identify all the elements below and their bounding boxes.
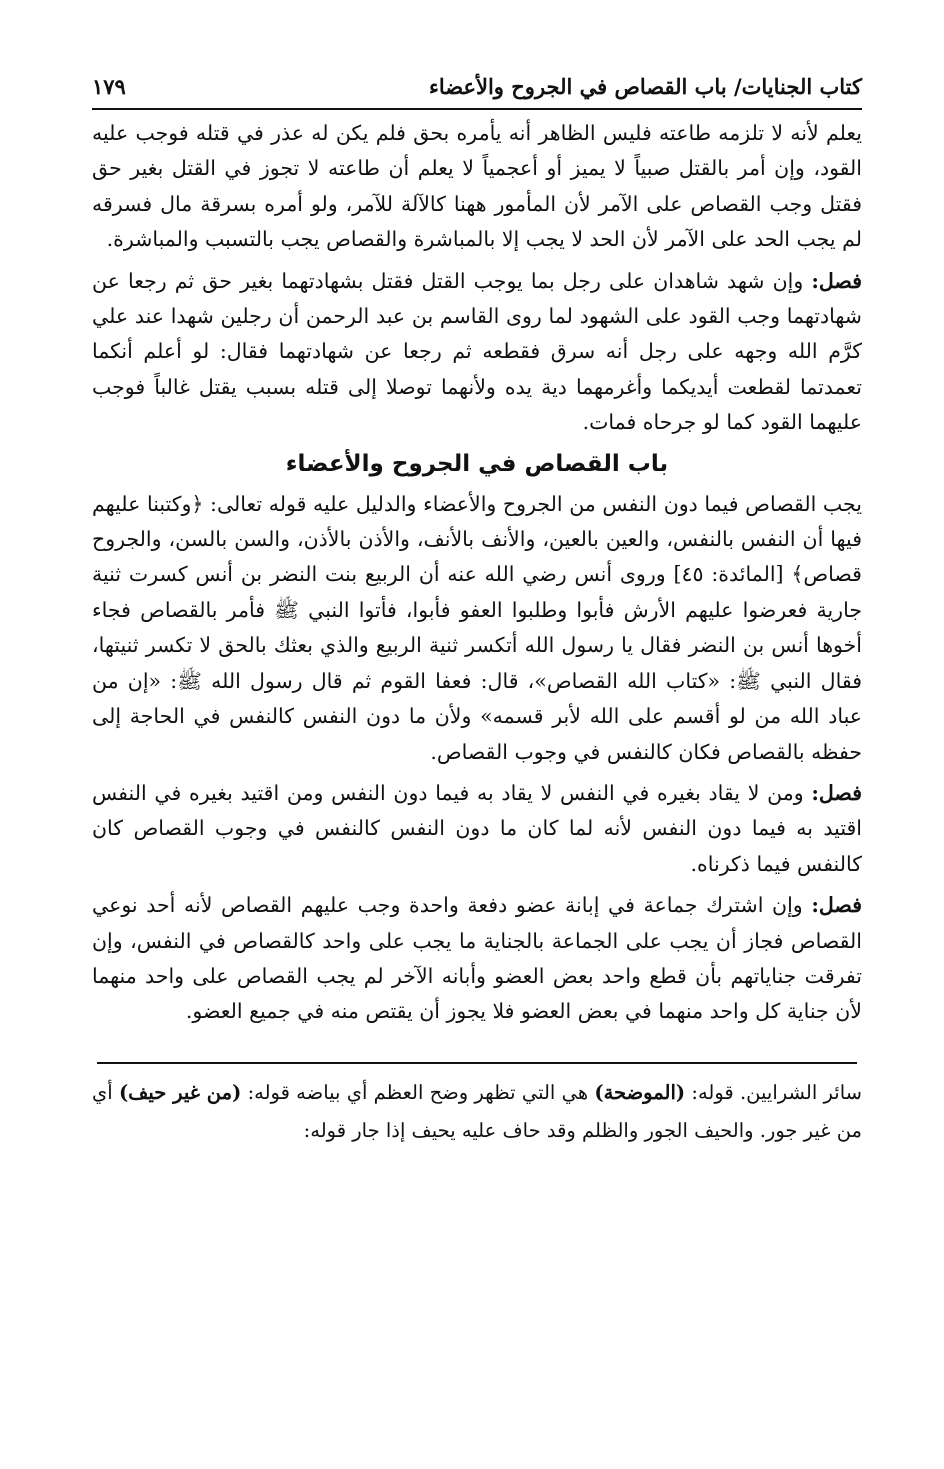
paragraph-qisas-limbs: يجب القصاص فيما دون النفس من الجروح والأعضاء والدليل عليه قوله تعالى: ﴿وكتبنا عليهم فيها أن النفس بالنفس، والعين بالعين، والأنف بالأنف، والأذن بالأذن، والسن بالسن، والجروح قصاص﴾ [المائدة: ٤٥] وروى أنس رضي الله عنه أن الربيع بنت النضر بن أنس كسرت ثنية جارية فعرضوا عليهم الأرش فأبوا وطلبوا العفو فأبوا، فأتوا النبي ﷺ فأمر بالقصاص فجاء أخوها أنس بن النضر فقال يا رسول الله أتكسر ثنية الربيع والذي بعثك بالحق لا تكسر ثنيتها، فقال النبي ﷺ: «كتاب الله القصاص»، قال: فعفا القوم ثم قال رسول الله ﷺ: «إن من عباد الله من لو أقسم على الله لأبر قسمه» ولأن ما دون النفس كالنفس في الحاجة إلى حفظه بالقصاص فكان كالنفس في وجوب القصاص. [92,491,862,764]
footnote-text: هي التي تظهر وضح العظم أي بياضه قوله: [241,1080,595,1104]
paragraph-continuation: يعلم لأنه لا تلزمه طاعته فليس الظاهر أنه يأمره بحق فلم يكن له عذر في قتله فوجب عليه القود، وإن أمر بالقتل صبياً لا يميز أو أعجمياً لا يعلم أن طاعته لا تجوز في القتل بغير حق فقتل وجب القصاص على الآمر لأن المأمور ههنا كالآلة للآمر، ولو أمره بسرقة مال فسرقه لم يجب الحد على الآمر لأن الحد لا يجب إلا بالمباشرة والقصاص يجب بالتسبب والمباشرة. [92,121,862,252]
section-heading: باب القصاص في الجروح والأعضاء [285,450,669,477]
header-divider [92,108,862,110]
footnote-term: (من غير حيف) [118,1080,242,1104]
footnote-text: سائر الشرايين. قوله: [685,1080,862,1104]
footnote [92,1074,862,1150]
fasl-label: فصل: [811,268,862,293]
fasl-label: فصل: [811,893,862,918]
book-page [92,70,862,1150]
paragraph-text: وإن شهد شاهدان على رجل بما يوجب القتل فقتل بشهادتهما بغير حق ثم رجعا عن شهادتهما وجب القود على الشهود لما روى القاسم بن عبد الرحمن أن رجلين شهدا عند علي كرَّم الله وجهه على رجل أنه سرق فقطعه ثم رجعا عن شهادتهما فقال: لو أعلم أنكما تعمدتما لقطعت أيديكما وأغرمهما دية يده ولأنهما توصلا إلى قتله بسبب يقتل غالباً فوجب عليهما القود كما لو جرحاه فمات. [92,268,862,435]
footnote-text: أي من غير جور. والحيف الجور والظلم وقد حاف عليه يحيف إذا جار قوله: [92,1080,862,1142]
footnote-term: (الموضحة) [594,1080,686,1104]
fasl-label: فصل: [811,780,862,805]
footnote-divider [97,1062,857,1064]
chapter-title: كتاب الجنايات/ باب القصاص في الجروح والأعضاء [428,74,862,99]
paragraph-fasl-witnesses [92,264,862,441]
paragraph-fasl-group [92,888,862,1030]
paragraph-fasl-retaliation [92,776,862,882]
running-header [92,70,862,108]
paragraph-text: ومن لا يقاد بغيره في النفس لا يقاد به فيما دون النفس ومن اقتيد بغيره في النفس اقتيد به فيما دون النفس لأنه لما كان ما دون النفس كالنفس في وجوب القصاص كان كالنفس فيما ذكرناه. [92,780,862,876]
page-number: ١٧٩ [92,74,126,99]
paragraph-text: وإن اشترك جماعة في إبانة عضو دفعة واحدة وجب عليهم القصاص لأنه أحد نوعي القصاص فجاز أن يجب على الجماعة بالجناية ما يجب على واحد كالقصاص في النفس، وإن تفرقت جناياتهم بأن قطع واحد بعض العضو وأبانه الآخر لم يجب القصاص على واحد منهما لأن جناية كل واحد منهما في بعض العضو فلا يجوز أن يقتص منه في جميع العضو. [92,893,862,1024]
